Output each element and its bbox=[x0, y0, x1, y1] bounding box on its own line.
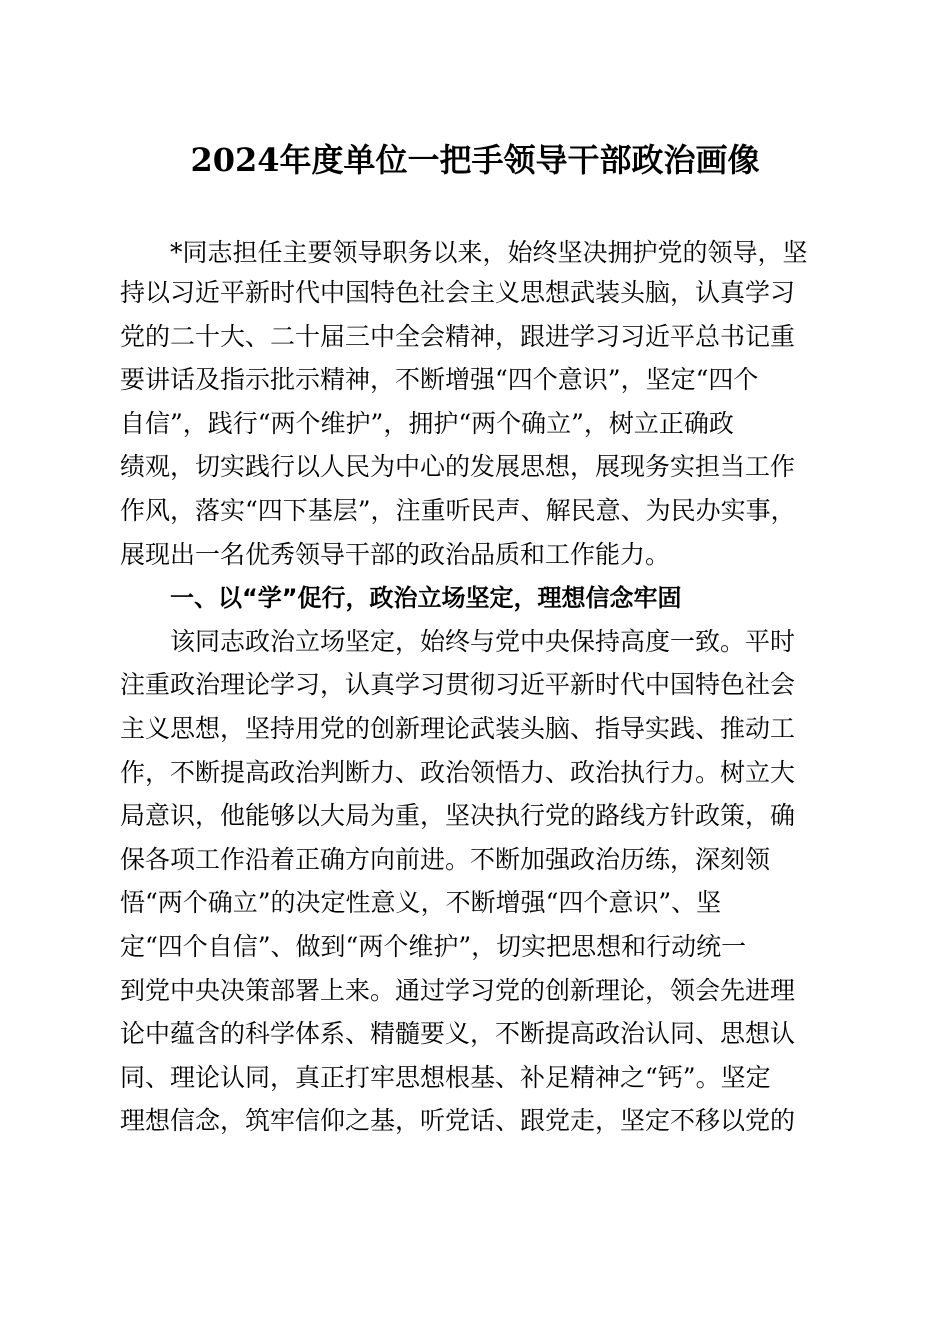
intro-line: 作风，落实“四下基层”，注重听民声、解民意、为民办实事， bbox=[120, 496, 796, 525]
section-body-line: 到党中央决策部署上来。通过学习党的创新理论，领会先进理 bbox=[120, 976, 796, 1005]
section-body-line: 该同志政治立场坚定，始终与党中央保持高度一致。平时 bbox=[170, 627, 796, 656]
section-body-line: 注重政治理论学习，认真学习贯彻习近平新时代中国特色社会 bbox=[120, 670, 796, 699]
intro-line: 自信”，践行“两个维护”，拥护“两个确立”，树立正确政 bbox=[120, 409, 734, 438]
section-heading: 一、以“学”促行，政治立场坚定，理想信念牢固 bbox=[170, 584, 682, 612]
section-body-line: 保各项工作沿着正确方向前进。不断加强政治历练，深刻领 bbox=[120, 845, 771, 874]
intro-line: *同志担任主要领导职务以来，始终坚决拥护党的领导，坚 bbox=[170, 238, 808, 267]
intro-line: 绩观，切实践行以人民为中心的发展思想，展现务实担当工作 bbox=[120, 452, 796, 481]
intro-line: 要讲话及指示批示精神，不断增强“四个意识”，坚定“四个 bbox=[120, 365, 759, 394]
section-body-line: 定“四个自信”、做到“两个维护”，切实把思想和行动统一 bbox=[120, 932, 747, 961]
section-body-line: 论中蕴含的科学体系、精髓要义，不断提高政治认同、思想认 bbox=[120, 1019, 796, 1048]
section-body-line: 局意识，他能够以大局为重，坚决执行党的路线方针政策，确 bbox=[120, 801, 796, 830]
intro-line: 展现出一名优秀领导干部的政治品质和工作能力。 bbox=[120, 540, 671, 569]
intro-line: 持以习近平新时代中国特色社会主义思想武装头脑，认真学习 bbox=[120, 278, 796, 307]
section-body-line: 同、理论认同，真正打牢思想根基、补足精神之“钙”。坚定 bbox=[120, 1063, 771, 1092]
section-body-line: 悟“两个确立”的决定性意义，不断增强“四个意识”、坚 bbox=[120, 888, 722, 917]
intro-line: 党的二十大、二十届三中全会精神，跟进学习习近平总书记重 bbox=[120, 322, 796, 351]
section-body-line: 作，不断提高政治判断力、政治领悟力、政治执行力。树立大 bbox=[120, 758, 796, 787]
section-body-line: 理想信念，筑牢信仰之基，听党话、跟党走，坚定不移以党的 bbox=[120, 1106, 796, 1135]
document-title: 2024年度单位一把手领导干部政治画像 bbox=[190, 141, 760, 179]
section-body-line: 主义思想，坚持用党的创新理论武装头脑、指导实践、推动工 bbox=[120, 714, 796, 743]
